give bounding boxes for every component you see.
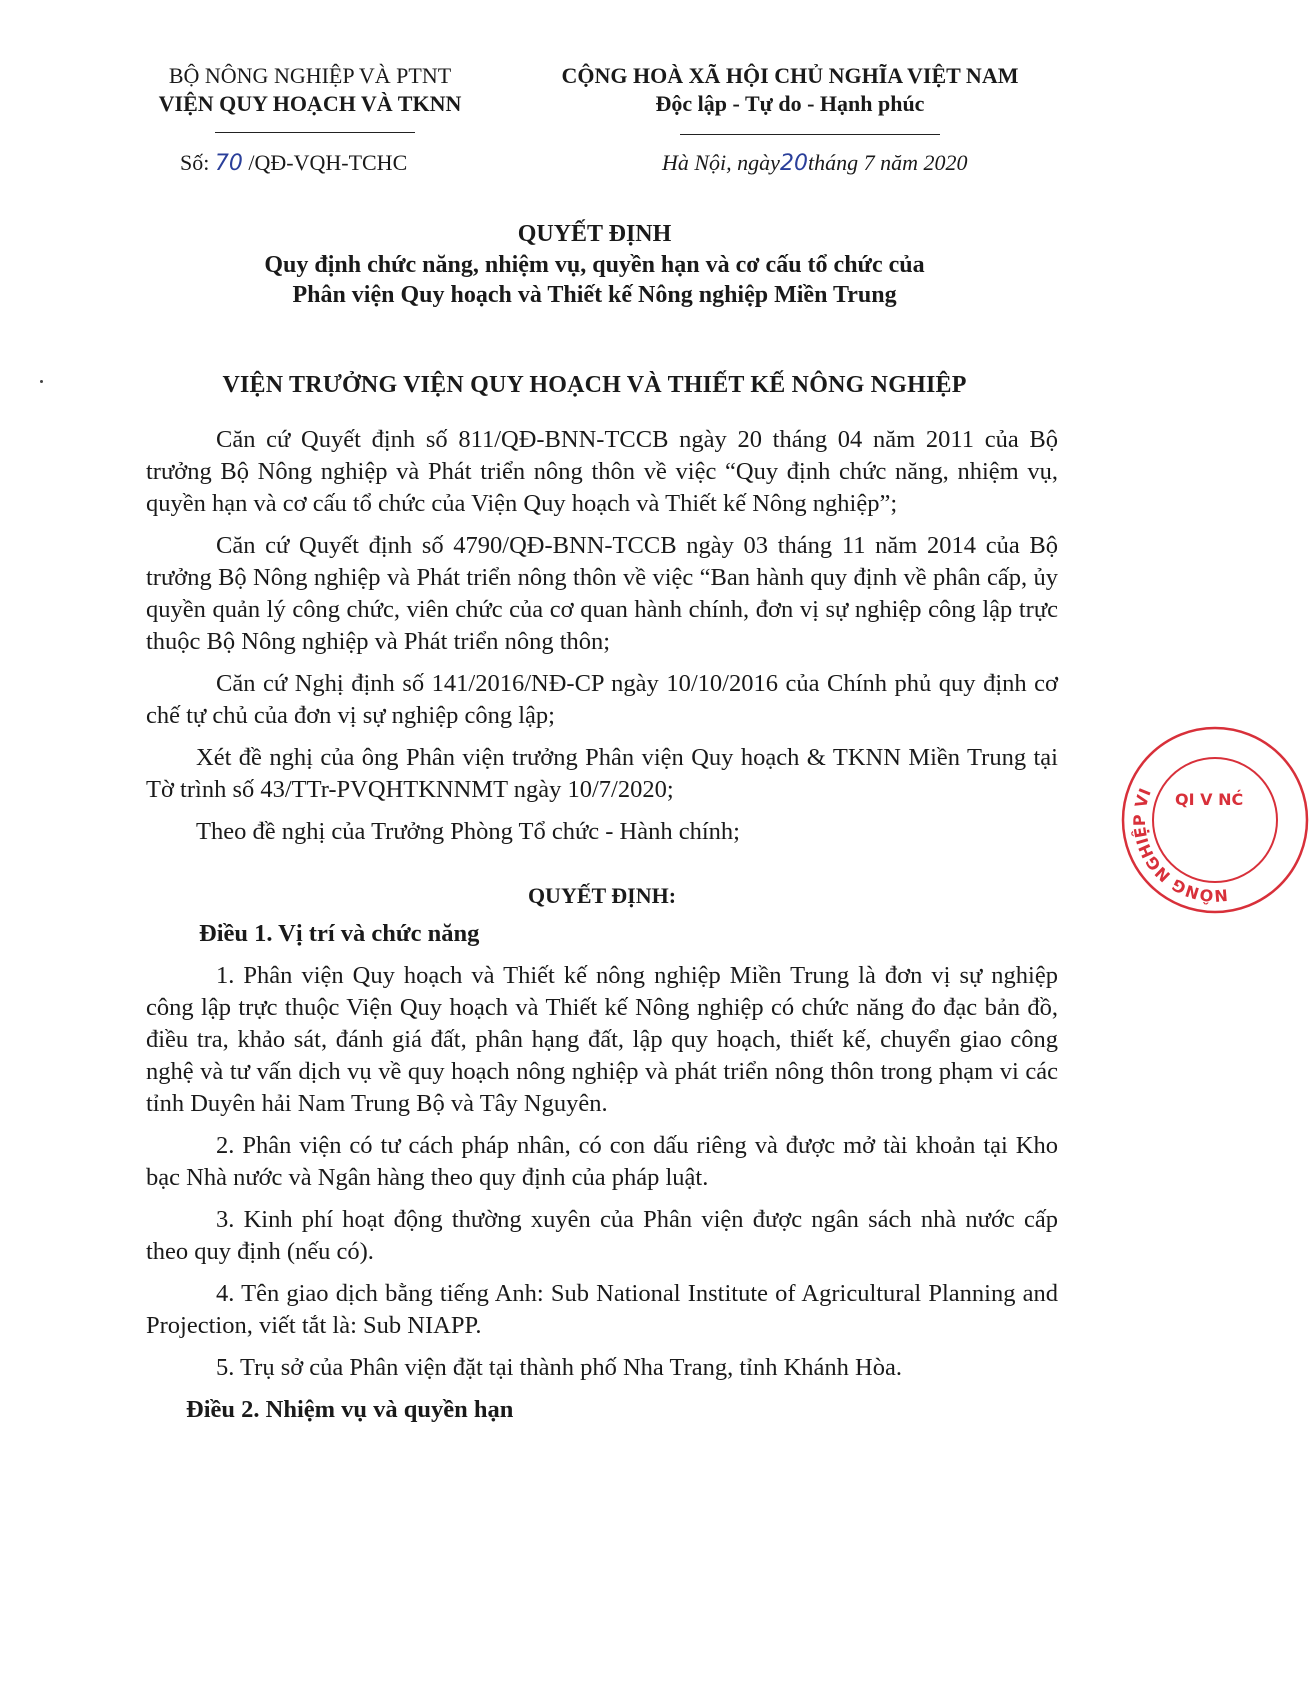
stamp-inner-ring: [1153, 758, 1277, 882]
article-1-heading: Điều 1. Vị trí và chức năng: [199, 920, 480, 947]
article-1: [146, 918, 1058, 1436]
place-date-prefix: Hà Nội, ngày: [662, 150, 780, 175]
issuing-authority: VIỆN TRƯỞNG VIỆN QUY HOẠCH VÀ THIẾT KẾ NÔNG NGHIỆP: [222, 372, 967, 398]
preamble: [146, 424, 1058, 858]
decision-title: [0, 218, 1189, 310]
article-1-item: 1. Phân viện Quy hoạch và Thiết kế nông nghiệp Miền Trung là đơn vị sự nghiệp công lập trực thuộc Viện Quy hoạch và Thiết kế Nông nghiệp có chức năng đo đạc bản đồ, điều tra, khảo sát, đánh giá đất, phân hạng đất, lập quy hoạch, thiết kế, chuyển giao công nghệ và tư vấn dịch vụ về quy hoạch nông nghiệp và phát triển nông thôn trong phạm vi các tỉnh Duyên hải Nam Trung Bộ và Tây Nguyên.: [146, 962, 1058, 1117]
article-1-item: 2. Phân viện có tư cách pháp nhân, có con dấu riêng và được mở tài khoản tại Kho bạc Nhà nước và Ngân hàng theo quy định của pháp luật.: [146, 1132, 1058, 1191]
stamp-ring-text: NÔNG NGHIỆP VI: [1129, 785, 1229, 906]
title-main: QUYẾT ĐỊNH: [517, 221, 672, 247]
motto-underline: [680, 134, 940, 135]
preamble-item: Căn cứ Quyết định số 811/QĐ-BNN-TCCB ngày 20 tháng 04 năm 2011 của Bộ trưởng Bộ Nông nghiệp và Phát triển nông thôn về việc “Quy định chức năng, nhiệm vụ, quyền hạn và cơ cấu tổ chức của Viện Quy hoạch và Thiết kế Nông nghiệp”;: [146, 426, 1058, 517]
institute-name: VIỆN QUY HOẠCH VÀ TKNN: [158, 91, 462, 116]
decision-heading: QUYẾT ĐỊNH:: [527, 883, 677, 908]
article-2-heading: Điều 2. Nhiệm vụ và quyền hạn: [186, 1396, 514, 1423]
number-handwritten: 70: [214, 151, 243, 176]
issuer-underline: [215, 132, 415, 133]
number-prefix: Số:: [180, 150, 210, 175]
stamp-inner-text: QI V NĆ: [1175, 790, 1244, 809]
stamp-outer-ring: [1123, 728, 1307, 912]
document-number: [180, 150, 407, 176]
preamble-item: Xét đề nghị của ông Phân viện trưởng Phân viện Quy hoạch & TKNN Miền Trung tại Tờ trình số 43/TTr-PVQHTKNNMT ngày 10/7/2020;: [146, 744, 1058, 803]
number-suffix: /QĐ-VQH-TCHC: [248, 150, 408, 175]
date-day-handwritten: 20: [779, 151, 808, 176]
preamble-item: Căn cứ Quyết định số 4790/QĐ-BNN-TCCB ngày 03 tháng 11 năm 2014 của Bộ trưởng Bộ Nông nghiệp và Phát triển nông thôn về việc “Ban hành quy định về phân cấp, ủy quyền quản lý công chức, viên chức của cơ quan hành chính, đơn vị sự nghiệp công lập trực thuộc Bộ Nông nghiệp và Phát triển nông thôn;: [146, 532, 1058, 655]
ministry-name: BỘ NÔNG NGHIỆP VÀ PTNT: [168, 63, 452, 88]
national-motto: Độc lập - Tự do - Hạnh phúc: [655, 91, 925, 116]
national-header: [530, 62, 1050, 118]
preamble-item: Theo đề nghị của Trưởng Phòng Tổ chức - Hành chính;: [196, 818, 740, 845]
issuer-header: [110, 62, 510, 118]
place-date: [662, 150, 967, 176]
country-name: CỘNG HOÀ XÃ HỘI CHỦ NGHĨA VIỆT NAM: [561, 63, 1019, 88]
article-1-item: 3. Kinh phí hoạt động thường xuyên của Phân viện được ngân sách nhà nước cấp theo quy định (nếu có).: [146, 1206, 1058, 1265]
title-line-1: Quy định chức năng, nhiệm vụ, quyền hạn và cơ cấu tổ chức của: [264, 252, 925, 278]
title-line-2: Phân viện Quy hoạch và Thiết kế Nông nghiệp Miền Trung: [292, 282, 897, 308]
official-stamp: [1115, 720, 1315, 920]
preamble-item: Căn cứ Nghị định số 141/2016/NĐ-CP ngày 10/10/2016 của Chính phủ quy định cơ chế tự chủ của đơn vị sự nghiệp công lập;: [146, 670, 1058, 729]
place-date-suffix: tháng 7 năm 2020: [807, 150, 968, 175]
article-1-item: 4. Tên giao dịch bằng tiếng Anh: Sub National Institute of Agricultural Planning and Projection, viết tắt là: Sub NIAPP.: [146, 1280, 1058, 1339]
article-1-item: 5. Trụ sở của Phân viện đặt tại thành phố Nha Trang, tỉnh Khánh Hòa.: [216, 1354, 902, 1381]
